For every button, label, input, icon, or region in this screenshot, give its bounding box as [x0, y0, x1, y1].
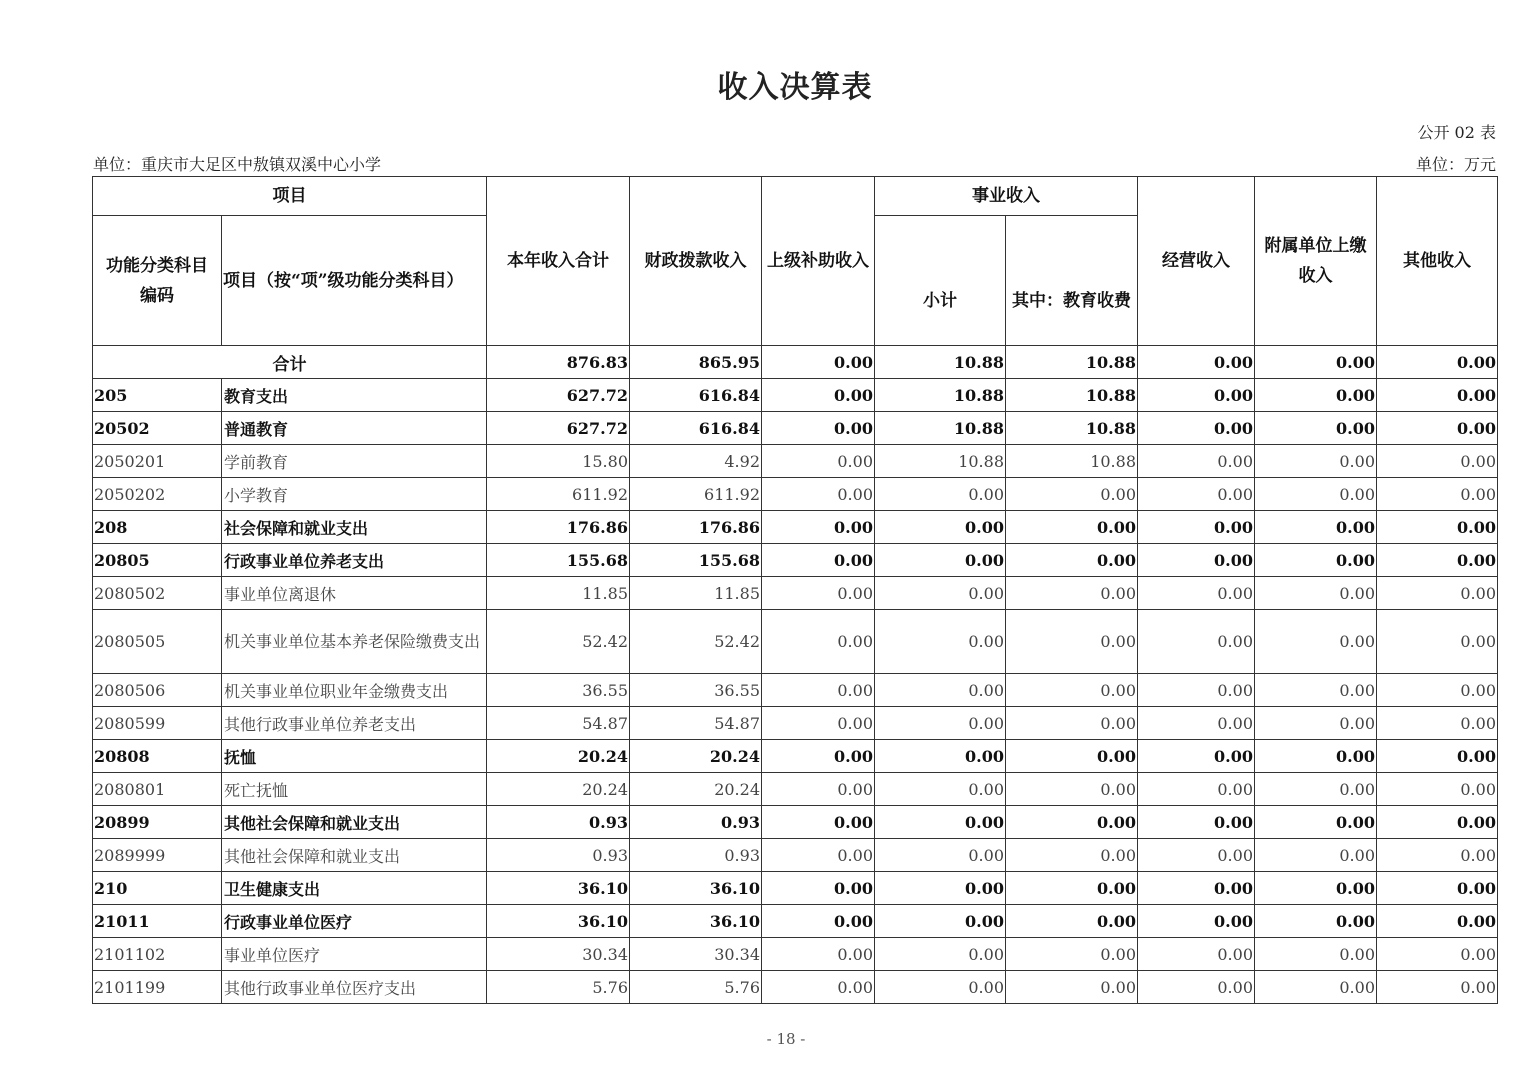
cell-total-income: 0.93 — [487, 839, 630, 872]
cell-fiscal: 155.68 — [630, 544, 762, 577]
cell-superior: 0.00 — [762, 577, 875, 610]
cell-fiscal: 30.34 — [630, 938, 762, 971]
cell-other: 0.00 — [1377, 379, 1498, 412]
cell-total-income: 54.87 — [487, 707, 630, 740]
cell-code: 2080502 — [93, 577, 222, 610]
cell-code: 2080599 — [93, 707, 222, 740]
cell-subtotal: 0.00 — [875, 707, 1006, 740]
cell-superior: 0.00 — [762, 938, 875, 971]
table-row — [93, 544, 1498, 577]
table-row — [93, 806, 1498, 839]
cell-subtotal: 10.88 — [875, 445, 1006, 478]
cell-name: 其他社会保障和就业支出 — [222, 806, 487, 839]
cell-code: 20899 — [93, 806, 222, 839]
cell-code: 205 — [93, 379, 222, 412]
total-row — [93, 346, 1498, 379]
cell-subtotal: 0.00 — [875, 478, 1006, 511]
cell-other: 0.00 — [1377, 544, 1498, 577]
cell-operating: 0.00 — [1138, 445, 1255, 478]
cell-subtotal: 0.00 — [875, 938, 1006, 971]
cell-other: 0.00 — [1377, 412, 1498, 445]
table-row — [93, 478, 1498, 511]
cell-superior: 0.00 — [762, 707, 875, 740]
cell-affiliated: 0.00 — [1255, 971, 1377, 1004]
table-row — [93, 610, 1498, 674]
table-row — [93, 445, 1498, 478]
cell-education-fee: 0.00 — [1006, 839, 1138, 872]
cell-operating: 0.00 — [1138, 674, 1255, 707]
cell-superior: 0.00 — [762, 379, 875, 412]
cell-affiliated: 0.00 — [1255, 839, 1377, 872]
table-row — [93, 674, 1498, 707]
table-row — [93, 511, 1498, 544]
cell-fiscal: 11.85 — [630, 577, 762, 610]
cell-total-income: 15.80 — [487, 445, 630, 478]
cell-name: 机关事业单位基本养老保险缴费支出 — [222, 610, 487, 674]
cell-name: 行政事业单位医疗 — [222, 905, 487, 938]
table-row — [93, 707, 1498, 740]
cell-name: 事业单位医疗 — [222, 938, 487, 971]
cell-code: 2080505 — [93, 610, 222, 674]
cell-subtotal: 10.88 — [875, 346, 1006, 379]
cell-total-income: 627.72 — [487, 379, 630, 412]
header-project: 项目 — [93, 177, 487, 216]
cell-code: 208 — [93, 511, 222, 544]
cell-name: 卫生健康支出 — [222, 872, 487, 905]
page-number: - 18 - — [766, 1030, 806, 1048]
cell-education-fee: 0.00 — [1006, 806, 1138, 839]
header-name: 项目（按“项”级功能分类科目） — [222, 216, 487, 346]
cell-code: 2080506 — [93, 674, 222, 707]
cell-superior: 0.00 — [762, 478, 875, 511]
cell-education-fee: 0.00 — [1006, 905, 1138, 938]
cell-affiliated: 0.00 — [1255, 478, 1377, 511]
cell-education-fee: 0.00 — [1006, 577, 1138, 610]
cell-operating: 0.00 — [1138, 544, 1255, 577]
cell-education-fee: 0.00 — [1006, 544, 1138, 577]
table-row — [93, 577, 1498, 610]
cell-other: 0.00 — [1377, 346, 1498, 379]
cell-other: 0.00 — [1377, 740, 1498, 773]
cell-affiliated: 0.00 — [1255, 511, 1377, 544]
cell-operating: 0.00 — [1138, 346, 1255, 379]
cell-operating: 0.00 — [1138, 511, 1255, 544]
cell-fiscal: 616.84 — [630, 412, 762, 445]
cell-other: 0.00 — [1377, 839, 1498, 872]
table-row — [93, 938, 1498, 971]
cell-operating: 0.00 — [1138, 740, 1255, 773]
table-row — [93, 773, 1498, 806]
cell-affiliated: 0.00 — [1255, 674, 1377, 707]
cell-operating: 0.00 — [1138, 839, 1255, 872]
cell-other: 0.00 — [1377, 478, 1498, 511]
cell-education-fee: 10.88 — [1006, 412, 1138, 445]
cell-education-fee: 0.00 — [1006, 773, 1138, 806]
cell-name: 教育支出 — [222, 379, 487, 412]
cell-fiscal: 36.10 — [630, 905, 762, 938]
cell-superior: 0.00 — [762, 346, 875, 379]
cell-total-income: 176.86 — [487, 511, 630, 544]
cell-other: 0.00 — [1377, 773, 1498, 806]
cell-other: 0.00 — [1377, 971, 1498, 1004]
table-row — [93, 971, 1498, 1004]
cell-education-fee: 0.00 — [1006, 707, 1138, 740]
cell-education-fee: 10.88 — [1006, 379, 1138, 412]
cell-name: 其他行政事业单位医疗支出 — [222, 971, 487, 1004]
cell-other: 0.00 — [1377, 577, 1498, 610]
cell-total-income: 52.42 — [487, 610, 630, 674]
cell-code: 2101102 — [93, 938, 222, 971]
cell-superior: 0.00 — [762, 610, 875, 674]
table-row — [93, 412, 1498, 445]
cell-total-income: 36.10 — [487, 905, 630, 938]
cell-education-fee: 0.00 — [1006, 971, 1138, 1004]
cell-other: 0.00 — [1377, 938, 1498, 971]
cell-name: 其他行政事业单位养老支出 — [222, 707, 487, 740]
cell-affiliated: 0.00 — [1255, 905, 1377, 938]
cell-subtotal: 0.00 — [875, 971, 1006, 1004]
cell-name: 行政事业单位养老支出 — [222, 544, 487, 577]
cell-subtotal: 0.00 — [875, 610, 1006, 674]
cell-total-income: 155.68 — [487, 544, 630, 577]
cell-name: 其他社会保障和就业支出 — [222, 839, 487, 872]
header-total-income: 本年收入合计 — [487, 177, 630, 346]
cell-affiliated: 0.00 — [1255, 740, 1377, 773]
cell-subtotal: 0.00 — [875, 511, 1006, 544]
cell-code: 20808 — [93, 740, 222, 773]
cell-operating: 0.00 — [1138, 872, 1255, 905]
cell-education-fee: 0.00 — [1006, 938, 1138, 971]
cell-education-fee: 0.00 — [1006, 511, 1138, 544]
cell-other: 0.00 — [1377, 445, 1498, 478]
currency-unit: 单位：万元 — [1415, 155, 1496, 174]
cell-superior: 0.00 — [762, 839, 875, 872]
header-business-group: 事业收入 — [875, 177, 1138, 216]
cell-fiscal: 36.55 — [630, 674, 762, 707]
table-row — [93, 872, 1498, 905]
cell-name: 小学教育 — [222, 478, 487, 511]
cell-other: 0.00 — [1377, 511, 1498, 544]
cell-subtotal: 0.00 — [875, 806, 1006, 839]
cell-code: 2050202 — [93, 478, 222, 511]
cell-other: 0.00 — [1377, 674, 1498, 707]
header-operating: 经营收入 — [1138, 177, 1255, 346]
cell-total-income: 36.55 — [487, 674, 630, 707]
cell-code: 20805 — [93, 544, 222, 577]
income-table — [92, 176, 1498, 1004]
cell-code: 2089999 — [93, 839, 222, 872]
cell-subtotal: 0.00 — [875, 905, 1006, 938]
cell-affiliated: 0.00 — [1255, 872, 1377, 905]
cell-fiscal: 611.92 — [630, 478, 762, 511]
cell-superior: 0.00 — [762, 544, 875, 577]
cell-fiscal: 0.93 — [630, 806, 762, 839]
cell-name: 死亡抚恤 — [222, 773, 487, 806]
cell-fiscal: 36.10 — [630, 872, 762, 905]
cell-code: 2050201 — [93, 445, 222, 478]
cell-affiliated: 0.00 — [1255, 610, 1377, 674]
cell-other: 0.00 — [1377, 872, 1498, 905]
cell-other: 0.00 — [1377, 806, 1498, 839]
table-row — [93, 905, 1498, 938]
cell-code: 2101199 — [93, 971, 222, 1004]
cell-total-income: 876.83 — [487, 346, 630, 379]
header-fiscal: 财政拨款收入 — [630, 177, 762, 346]
cell-education-fee: 0.00 — [1006, 740, 1138, 773]
cell-name: 事业单位离退休 — [222, 577, 487, 610]
cell-code: 210 — [93, 872, 222, 905]
cell-total-income: 11.85 — [487, 577, 630, 610]
header-code: 功能分类科目编码 — [93, 216, 222, 346]
cell-superior: 0.00 — [762, 971, 875, 1004]
cell-total-income: 30.34 — [487, 938, 630, 971]
header-education-fee: 其中：教育收费 — [1006, 216, 1138, 346]
cell-subtotal: 0.00 — [875, 872, 1006, 905]
cell-code: 21011 — [93, 905, 222, 938]
cell-subtotal: 0.00 — [875, 544, 1006, 577]
cell-fiscal: 4.92 — [630, 445, 762, 478]
cell-code: 2080801 — [93, 773, 222, 806]
table-row — [93, 839, 1498, 872]
cell-total-income: 5.76 — [487, 971, 630, 1004]
cell-affiliated: 0.00 — [1255, 544, 1377, 577]
cell-superior: 0.00 — [762, 872, 875, 905]
cell-subtotal: 0.00 — [875, 577, 1006, 610]
cell-education-fee: 10.88 — [1006, 346, 1138, 379]
cell-subtotal: 0.00 — [875, 839, 1006, 872]
cell-superior: 0.00 — [762, 905, 875, 938]
cell-fiscal: 54.87 — [630, 707, 762, 740]
cell-superior: 0.00 — [762, 674, 875, 707]
total-label: 合计 — [93, 346, 487, 379]
cell-superior: 0.00 — [762, 511, 875, 544]
cell-education-fee: 10.88 — [1006, 445, 1138, 478]
cell-operating: 0.00 — [1138, 379, 1255, 412]
cell-total-income: 611.92 — [487, 478, 630, 511]
reporting-unit: 单位：重庆市大足区中敖镇双溪中心小学 — [93, 155, 382, 174]
table-number: 公开 02 表 — [1417, 123, 1496, 142]
cell-fiscal: 616.84 — [630, 379, 762, 412]
cell-name: 抚恤 — [222, 740, 487, 773]
cell-superior: 0.00 — [762, 740, 875, 773]
cell-total-income: 20.24 — [487, 773, 630, 806]
cell-fiscal: 20.24 — [630, 773, 762, 806]
cell-operating: 0.00 — [1138, 773, 1255, 806]
cell-affiliated: 0.00 — [1255, 577, 1377, 610]
cell-name: 学前教育 — [222, 445, 487, 478]
cell-operating: 0.00 — [1138, 478, 1255, 511]
cell-operating: 0.00 — [1138, 971, 1255, 1004]
cell-name: 普通教育 — [222, 412, 487, 445]
cell-superior: 0.00 — [762, 412, 875, 445]
cell-affiliated: 0.00 — [1255, 806, 1377, 839]
cell-affiliated: 0.00 — [1255, 445, 1377, 478]
cell-education-fee: 0.00 — [1006, 610, 1138, 674]
cell-subtotal: 10.88 — [875, 412, 1006, 445]
cell-name: 社会保障和就业支出 — [222, 511, 487, 544]
cell-education-fee: 0.00 — [1006, 674, 1138, 707]
cell-subtotal: 10.88 — [875, 379, 1006, 412]
cell-operating: 0.00 — [1138, 577, 1255, 610]
table-row — [93, 740, 1498, 773]
cell-other: 0.00 — [1377, 610, 1498, 674]
cell-other: 0.00 — [1377, 707, 1498, 740]
cell-other: 0.00 — [1377, 905, 1498, 938]
cell-name: 机关事业单位职业年金缴费支出 — [222, 674, 487, 707]
cell-affiliated: 0.00 — [1255, 412, 1377, 445]
cell-operating: 0.00 — [1138, 610, 1255, 674]
table-row — [93, 379, 1498, 412]
cell-total-income: 0.93 — [487, 806, 630, 839]
header-superior: 上级补助收入 — [762, 177, 875, 346]
header-other: 其他收入 — [1377, 177, 1498, 346]
cell-subtotal: 0.00 — [875, 773, 1006, 806]
cell-total-income: 20.24 — [487, 740, 630, 773]
cell-education-fee: 0.00 — [1006, 872, 1138, 905]
cell-operating: 0.00 — [1138, 707, 1255, 740]
cell-total-income: 36.10 — [487, 872, 630, 905]
cell-affiliated: 0.00 — [1255, 938, 1377, 971]
page-title: 收入决算表 — [717, 70, 873, 105]
cell-fiscal: 52.42 — [630, 610, 762, 674]
cell-education-fee: 0.00 — [1006, 478, 1138, 511]
cell-fiscal: 865.95 — [630, 346, 762, 379]
cell-operating: 0.00 — [1138, 905, 1255, 938]
cell-affiliated: 0.00 — [1255, 773, 1377, 806]
cell-operating: 0.00 — [1138, 412, 1255, 445]
cell-superior: 0.00 — [762, 445, 875, 478]
cell-fiscal: 5.76 — [630, 971, 762, 1004]
cell-fiscal: 176.86 — [630, 511, 762, 544]
cell-affiliated: 0.00 — [1255, 379, 1377, 412]
cell-superior: 0.00 — [762, 773, 875, 806]
cell-subtotal: 0.00 — [875, 740, 1006, 773]
header-subtotal: 小计 — [875, 216, 1006, 346]
header-affiliated: 附属单位上缴收入 — [1255, 177, 1377, 346]
cell-superior: 0.00 — [762, 806, 875, 839]
cell-subtotal: 0.00 — [875, 674, 1006, 707]
cell-fiscal: 20.24 — [630, 740, 762, 773]
cell-operating: 0.00 — [1138, 938, 1255, 971]
cell-total-income: 627.72 — [487, 412, 630, 445]
cell-affiliated: 0.00 — [1255, 346, 1377, 379]
cell-fiscal: 0.93 — [630, 839, 762, 872]
cell-affiliated: 0.00 — [1255, 707, 1377, 740]
cell-code: 20502 — [93, 412, 222, 445]
cell-operating: 0.00 — [1138, 806, 1255, 839]
